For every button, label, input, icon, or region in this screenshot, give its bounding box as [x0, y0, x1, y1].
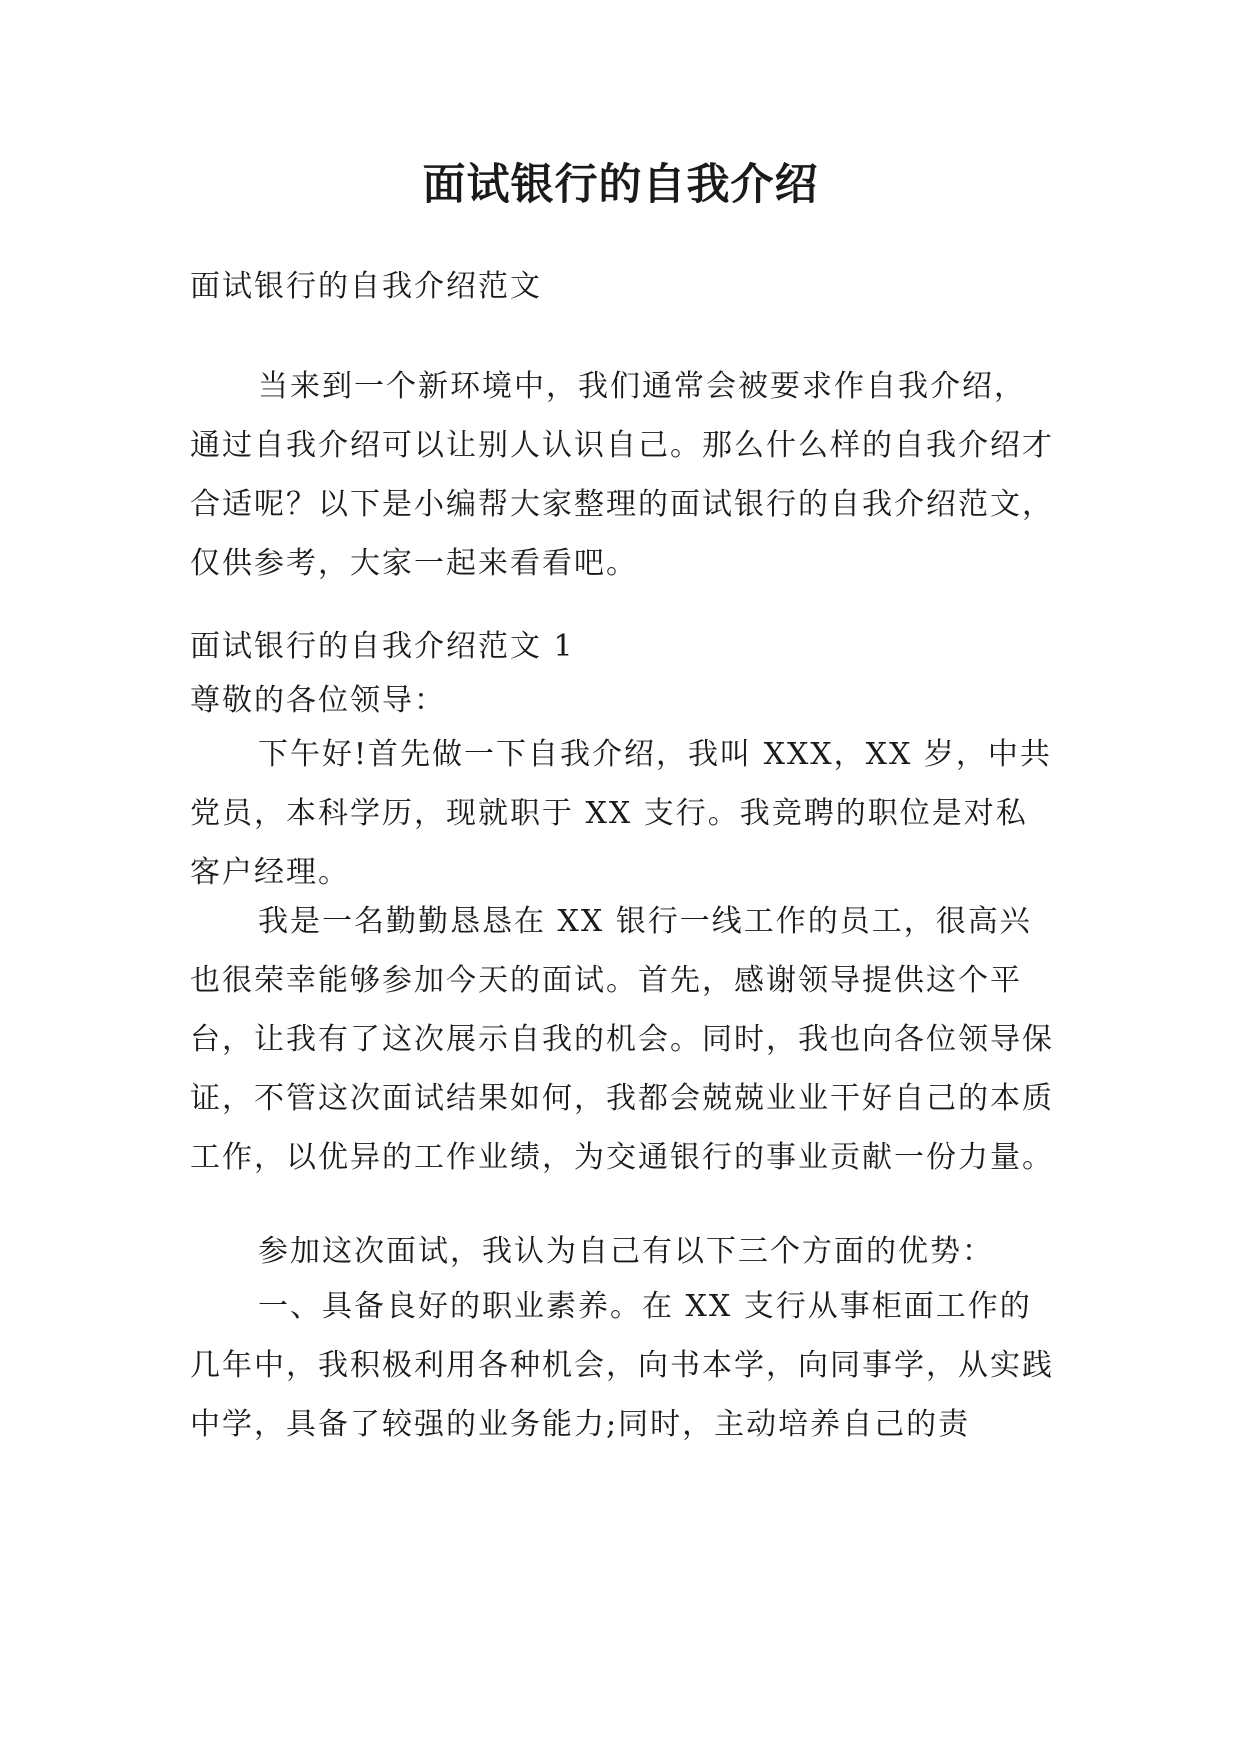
intro-paragraph: 当来到一个新环境中，我们通常会被要求作自我介绍，通过自我介绍可以让别人认识自己。那么什么样的自我介绍才合适呢？以下是小编帮大家整理的面试银行的自我介绍范文，仅供参考，大家一起来看看吧。 [190, 369, 1054, 581]
salutation: 尊敬的各位领导： [190, 683, 446, 718]
body-paragraph: 一、具备良好的职业素养。在 XX 支行从事柜面工作的几年中，我积极利用各种机会，向书本学，向同事学，从实践中学，具备了较强的业务能力;同时，主动培养自己的责 [190, 1289, 1054, 1442]
document-title: 面试银行的自我介绍 [422, 160, 819, 210]
body-paragraph: 下午好!首先做一下自我介绍，我叫 XXX，XX 岁，中共党员，本科学历，现就职于 XX 支行。我竞聘的职位是对私客户经理。 [190, 737, 1052, 890]
body-paragraph: 我是一名勤勤恳恳在 XX 银行一线工作的员工，很高兴也很荣幸能够参加今天的面试。首先，感谢领导提供这个平台，让我有了这次展示自我的机会。同时，我也向各位领导保证，不管这次面试结果如何，我都会兢兢业业干好自己的本质工作，以优异的工作业绩，为交通银行的事业贡献一份力量。 [190, 904, 1054, 1175]
section-heading: 面试银行的自我介绍范文 1 [190, 629, 575, 664]
body-paragraph: 参加这次面试，我认为自己有以下三个方面的优势： [258, 1234, 994, 1269]
document-subtitle: 面试银行的自我介绍范文 [190, 269, 542, 304]
